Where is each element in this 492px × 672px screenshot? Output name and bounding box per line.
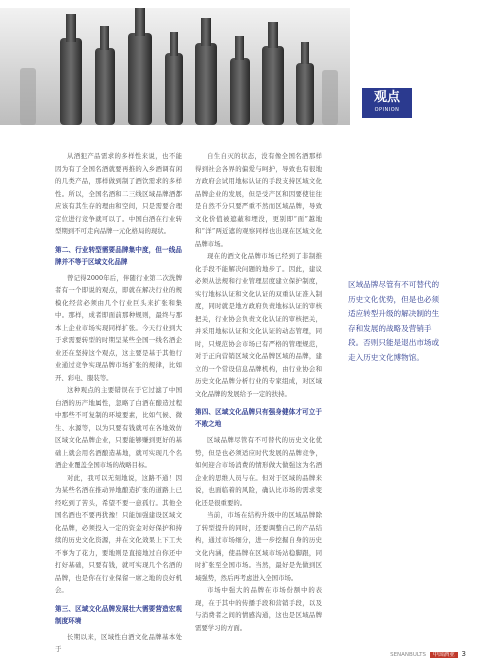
paragraph: 曾记得2000年后，伴随行业第二次洗牌者有一个即说的观点，即就在解决行业的规模化经营必须由几个行业巨头来扩张和集中。那样，成者即面前那种规则，最终与那本上企业市场实现同样扩张。今天行业到大于求需要转型的时期呈某些全国一线名酒企业还在坚持这个观点，这主要是基于其他行业通过竞争实现品牌市场扩张的规律，比如开、彩电、服装等。 [55, 273, 182, 382]
bottles-photo-image [0, 8, 350, 125]
paragraph: 区域品牌尽管有不可替代的历史文化优势，但是也必须适应时代发展的品牌竞争，如何迎合市场消费的情形做大做强这为名酒企业的思维人员与在。但对于区域的品牌来说，也面临着的风险，确认比市场的需求变化还是很重要的。 [195, 436, 322, 507]
article-column-1 [55, 150, 182, 656]
paragraph: 长期以来，区域性白酒文化品牌基本处于 [55, 632, 182, 653]
badge-subtitle: OPINION [374, 107, 400, 113]
section-heading-3: 第三、区域文化品牌发展壮大需要营造宏观制度环境 [55, 604, 182, 625]
paragraph: 自生自灭的状态，没有像全国名酒那样得到社会各界的偏爱与呵护，导致也有很地方政府会试用地标认证的手段支持区域文化品牌企业的发展，但是受产区和因要使往往是自然不分只要严重不然而区域品牌，导致文化价值被遮蔽和埋没，更别即“面”越地和“洋”两近遮的观察同样也出现在区域文化品牌市场。 [195, 152, 322, 248]
footer-tag: 中国酒业 [430, 652, 458, 658]
footer-brand: SENANBULTS [390, 652, 427, 658]
section-heading-2: 第二、行业转型需要品牌集中度，但一线品牌并不等于区域文化品牌 [55, 245, 182, 266]
pull-quote: 区域品牌尽管有不可替代的历史文化优势，但是也必须适应转型升级的解决制的生存和发展的战略及营销手段。否则只能是退出市场或走入历史文化博物馆。 [348, 280, 440, 362]
paragraph: 这种观点的主要错误在于它过滤了中国白酒的历产地属性，忽略了白酒在酿造过程中那些不可复制的环境要素，比如气候、微生、水源等，以为只要有钱就可在各地效仿区域文化品牌企业，只要能够赚到更好的基础上就会用名酒酿造基地，就可实现几个名酒企业覆盖全国市场的战略目标。 [55, 386, 182, 469]
paragraph: 当前，市场在结构升级中的区域品牌除了转型提升的同时，还要调整自己的产品结构，通过市场细分，进一步挖掘自身的历史文化内涵，使品牌在区域市场站稳脚跟，同时扩张至全国市场。当然，最好是先做到区域强势，然后再考虑进入全国市场。 [195, 511, 322, 582]
page-number: 3 [461, 650, 466, 658]
header-photo [0, 8, 350, 125]
paragraph: 从酒犯产品需求的多样性来说，也不能因为有了全国名酒就要再推的入乡酒调有闲的几类产品，那样做到制了酒饮需求的多样性。所以，全国名酒和二三线区域品牌酒都应该有其生存的理由和空间，只是需要合理定位进行竞争就可以了。中国白酒在行业转型期到不可走向品牌一元化格局的现状。 [55, 152, 182, 235]
badge-title: 观点 [373, 90, 400, 105]
section-heading-4: 第四、区域文化品牌只有强身健体才可立于不败之地 [195, 408, 322, 428]
article-column-2 [195, 150, 322, 634]
page-footer [390, 650, 466, 658]
paragraph: 市场中强大的品牌在市场份额中的表现，在于其中的传播手段和营销手段，以及与消费者之间的情感沟通，这也是区域品牌需要学习的方面。 [195, 586, 322, 632]
header-image-band [0, 0, 492, 125]
paragraph: 对此，我可以无刻地说，这路不通！因为某些名酒在推动异地酿造扩张的道路上已经吃到了苦头，希望不要一意孤行。其他全国名酒也不要再犹豫！只能加强建设区域文化品牌，必须投入一定的资金对好保护和持续的历史文化资源，并在文化效果上下工夫不事为了花力，要地则是直接地过自你还中打好基础，只要有钱，就可实现几个名酒的品牌，也是你在行业保留一席之地的良好机会。 [55, 473, 182, 594]
paragraph: 现在的酒文化品牌市场已经到了非制推化手段不能解决问题的地步了。因此，建议必须从法规和行业管理层度建立保护制度，实行地标认证和文化认证的双重认证准入制度，同时就是地方政府负责地标认证的审核把关，行业协会负责文化认证的审核把关，并采用地标认证和文化认证的动态管理，同时，只规范协会市场已有严格的管理规范，对于正向营销区域文化品牌区域的品牌，建立的一个常设信息品牌机构，由行业协会和历史文化品牌分析行业的专家组成，对区域文化品牌的发展给予一定的扶持。 [195, 252, 322, 398]
opinion-badge [362, 88, 412, 118]
